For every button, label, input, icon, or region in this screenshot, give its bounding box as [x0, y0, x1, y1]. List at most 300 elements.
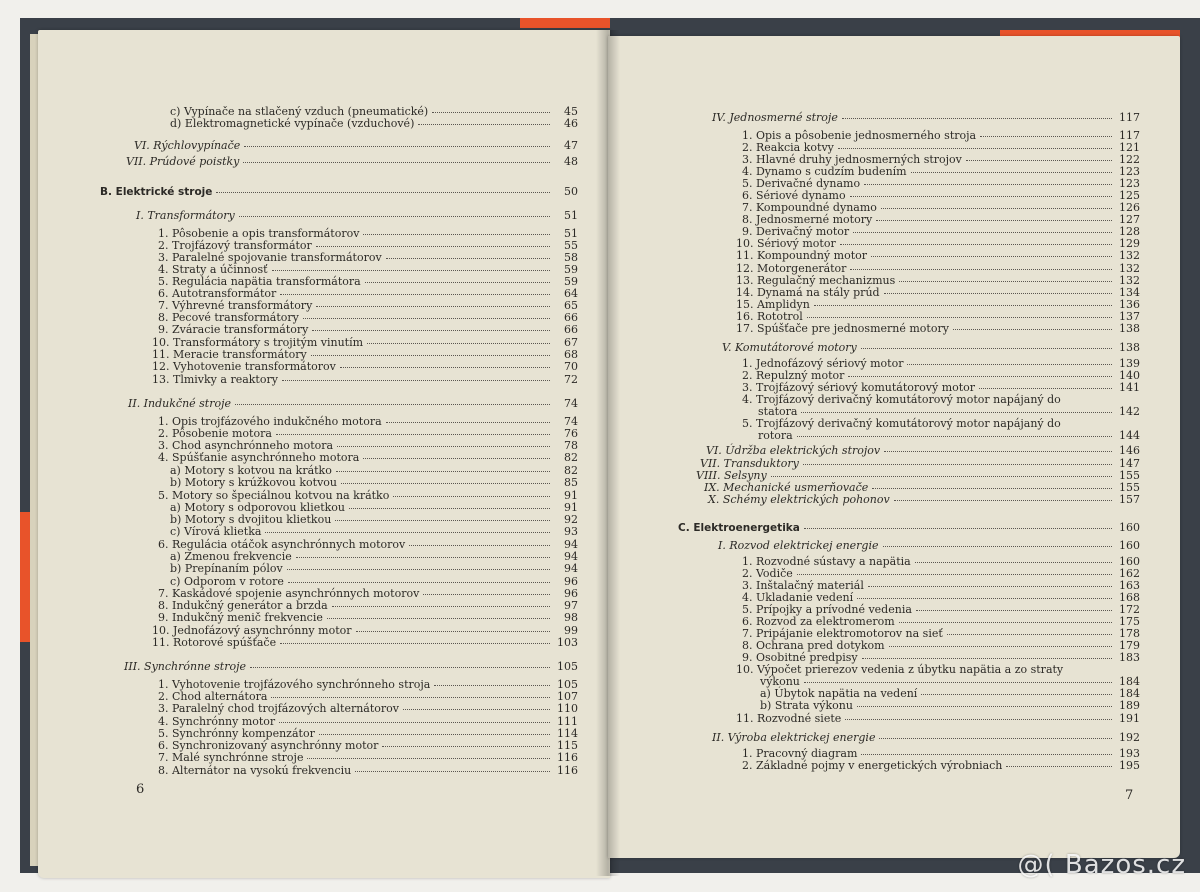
- toc-entry-title: 7. Kompoundné dynamo: [742, 201, 877, 214]
- toc-entry-page: 47: [564, 139, 578, 152]
- toc-entry-title: c) Odporom v rotore: [170, 575, 284, 588]
- toc-entry-page: 98: [564, 611, 578, 624]
- toc-dot-leader: [979, 388, 1112, 389]
- toc-entry-title: B. Elektrické stroje: [100, 186, 213, 198]
- toc-entry-page: 132: [1119, 262, 1140, 275]
- toc-entry-page: 96: [564, 587, 578, 600]
- toc-entry: [760, 700, 1140, 712]
- toc-dot-leader: [434, 685, 550, 686]
- toc-dot-leader: [239, 216, 550, 217]
- toc-entry-page: 74: [564, 397, 578, 410]
- toc-entry: [170, 477, 578, 489]
- toc-entry-title: a) Motory s odporovou klietkou: [170, 501, 346, 514]
- toc-entry: [706, 445, 1140, 457]
- toc-entry-page: 115: [557, 739, 578, 752]
- toc-entry: [170, 563, 578, 575]
- toc-dot-leader: [356, 631, 551, 632]
- toc-entry-page: 111: [557, 715, 578, 728]
- toc-dot-leader: [307, 758, 550, 759]
- toc-entry-title: 2. Pôsobenie motora: [158, 427, 272, 440]
- toc-entry-page: 94: [564, 538, 578, 551]
- toc-entry: [152, 374, 578, 386]
- toc-entry-title: 3. Chod asynchrónneho motora: [158, 439, 334, 452]
- toc-dot-leader: [1006, 766, 1112, 767]
- toc-dot-leader: [872, 488, 1112, 489]
- toc-dot-leader: [363, 458, 550, 459]
- toc-entry-page: 160: [1119, 555, 1140, 568]
- toc-entry: [128, 398, 578, 410]
- toc-entry-page: 70: [564, 360, 578, 373]
- toc-entry-page: 67: [564, 336, 578, 349]
- toc-entry-title: IV. Jednosmerné stroje: [712, 111, 838, 124]
- toc-entry-page: 138: [1119, 341, 1140, 354]
- toc-entry: [158, 324, 578, 336]
- toc-dot-leader: [921, 694, 1112, 695]
- toc-entry-title: X. Schémy elektrických pohonov: [708, 493, 890, 506]
- toc-dot-leader: [807, 317, 1112, 318]
- toc-entry-page: 105: [557, 678, 578, 691]
- toc-dot-leader: [276, 434, 550, 435]
- toc-dot-leader: [916, 610, 1112, 611]
- toc-entry-title: 4. Spúšťanie asynchrónneho motora: [158, 451, 360, 464]
- toc-entry-title: 1. Pôsobenie a opis transformátorov: [158, 227, 360, 240]
- toc-entry: [126, 156, 578, 168]
- toc-entry-title: a) Motory s kotvou na krátko: [170, 464, 332, 477]
- toc-dot-leader: [884, 293, 1112, 294]
- toc-entry: [722, 342, 1140, 354]
- toc-entry: [158, 752, 578, 764]
- toc-dot-leader: [850, 196, 1112, 197]
- toc-entry-title: 10. Sériový motor: [736, 237, 836, 250]
- toc-entry-page: 193: [1119, 747, 1140, 760]
- toc-entry-page: 175: [1119, 615, 1140, 628]
- toc-entry-title: 4. Dynamo s cudzím budením: [742, 165, 907, 178]
- toc-dot-leader: [804, 528, 1112, 529]
- toc-entry-title: d) Elektromagnetické vypínače (vzduchové): [170, 117, 415, 130]
- toc-entry: [718, 540, 1140, 552]
- toc-entry-page: 110: [557, 702, 578, 715]
- toc-entry-page: 116: [557, 751, 578, 764]
- toc-entry-page: 94: [564, 562, 578, 575]
- toc-entry-title: 8. Ochrana pred dotykom: [742, 639, 885, 652]
- toc-entry-title: 12. Vyhotovenie transformátorov: [152, 360, 336, 373]
- toc-entry: [736, 713, 1140, 725]
- toc-entry-title: 17. Spúšťače pre jednosmerné motory: [736, 322, 949, 335]
- toc-entry-title: 13. Regulačný mechanizmus: [736, 274, 896, 287]
- toc-entry-title: VII. Transduktory: [700, 457, 799, 470]
- toc-dot-leader: [335, 520, 550, 521]
- toc-entry-page: 93: [564, 525, 578, 538]
- toc-entry-page: 140: [1119, 369, 1140, 382]
- toc-entry-page: 64: [564, 287, 578, 300]
- toc-dot-leader: [861, 348, 1112, 349]
- toc-entry-title: VII. Prúdové poistky: [126, 155, 240, 168]
- toc-dot-leader: [279, 722, 550, 723]
- toc-entry-title: 9. Derivačný motor: [742, 225, 850, 238]
- toc-entry-page: 163: [1119, 579, 1140, 592]
- toc-entry-page: 74: [564, 415, 578, 428]
- toc-dot-leader: [349, 508, 550, 509]
- toc-entry-title: 6. Regulácia otáčok asynchrónnych motorov: [158, 538, 406, 551]
- toc-entry: [136, 210, 578, 222]
- toc-entry-page: 192: [1119, 731, 1140, 744]
- toc-entry-title: 12. Motorgenerátor: [736, 262, 847, 275]
- toc-dot-leader: [216, 192, 550, 193]
- toc-dot-leader: [871, 256, 1112, 257]
- toc-entry-title: VI. Rýchlovypínače: [134, 139, 241, 152]
- toc-dot-leader: [883, 546, 1113, 547]
- toc-dot-leader: [966, 160, 1112, 161]
- toc-entry-page: 55: [564, 239, 578, 252]
- toc-entry-title: 1. Rozvodné sústavy a napätia: [742, 555, 911, 568]
- toc-dot-leader: [953, 329, 1112, 330]
- toc-entry-page: 91: [564, 489, 578, 502]
- toc-entry-title: c) Vypínače na stlačený vzduch (pneumatické): [170, 105, 429, 118]
- toc-entry: [742, 418, 1140, 430]
- toc-dot-leader: [899, 281, 1112, 282]
- toc-entry-page: 59: [564, 263, 578, 276]
- toc-entry-page: 99: [564, 624, 578, 637]
- toc-dot-leader: [803, 464, 1112, 465]
- toc-entry-title: 1. Jednofázový sériový motor: [742, 357, 904, 370]
- toc-entry-title: 2. Základné pojmy v energetických výrobniach: [742, 759, 1003, 772]
- toc-dot-leader: [423, 594, 550, 595]
- toc-entry-page: 128: [1119, 225, 1140, 238]
- toc-entry-page: 160: [1119, 539, 1140, 552]
- toc-entry-title: 2. Chod alternátora: [158, 690, 268, 703]
- toc-entry-page: 96: [564, 575, 578, 588]
- toc-dot-leader: [899, 622, 1112, 623]
- toc-entry-page: 147: [1119, 457, 1140, 470]
- toc-entry-page: 129: [1119, 237, 1140, 250]
- toc-entry-title: 4. Trojfázový derivačný komutátorový motor napájaný do: [742, 393, 1061, 406]
- toc-entry-title: 10. Transformátory s trojitým vinutím: [152, 336, 364, 349]
- toc-dot-leader: [409, 545, 550, 546]
- toc-entry-page: 85: [564, 476, 578, 489]
- toc-entry: [758, 430, 1140, 442]
- toc-entry-title: 3. Hlavné druhy jednosmerných strojov: [742, 153, 962, 166]
- toc-entry-title: 7. Malé synchrónne stroje: [158, 751, 304, 764]
- toc-dot-leader: [332, 606, 550, 607]
- toc-entry-title: I. Transformátory: [136, 209, 235, 222]
- toc-dot-leader: [881, 208, 1112, 209]
- toc-dot-leader: [282, 380, 550, 381]
- toc-entry-title: 7. Výhrevné transformátory: [158, 299, 313, 312]
- toc-entry-page: 127: [1119, 213, 1140, 226]
- toc-entry-page: 103: [557, 636, 578, 649]
- toc-dot-leader: [771, 476, 1112, 477]
- toc-entry-title: 2. Trojfázový transformátor: [158, 239, 312, 252]
- toc-entry-page: 123: [1119, 177, 1140, 190]
- toc-entry-page: 137: [1119, 310, 1140, 323]
- toc-entry-title: 2. Reakcia kotvy: [742, 141, 834, 154]
- toc-entry-page: 68: [564, 348, 578, 361]
- toc-entry-page: 132: [1119, 249, 1140, 262]
- toc-entry-title: 3. Paralelný chod trojfázových alternátorov: [158, 702, 399, 715]
- toc-entry-title: 1. Opis a pôsobenie jednosmerného stroja: [742, 129, 977, 142]
- toc-entry-title: 3. Paralelné spojovanie transformátorov: [158, 251, 382, 264]
- toc-dot-leader: [848, 376, 1112, 377]
- toc-entry-title: 9. Zváracie transformátory: [158, 323, 309, 336]
- toc-dot-leader: [250, 667, 550, 668]
- toc-dot-leader: [341, 483, 550, 484]
- toc-dot-leader: [287, 569, 550, 570]
- toc-entry: [152, 637, 578, 649]
- toc-dot-leader: [296, 557, 550, 558]
- toc-entry-title: 11. Meracie transformátory: [152, 348, 307, 361]
- toc-entry-title: 5. Derivačné dynamo: [742, 177, 861, 190]
- toc-entry-page: 105: [557, 660, 578, 673]
- toc-dot-leader: [980, 136, 1112, 137]
- toc-entry-page: 155: [1119, 469, 1140, 482]
- toc-entry: [152, 361, 578, 373]
- toc-dot-leader: [386, 258, 550, 259]
- toc-entry-title: 11. Kompoundný motor: [736, 249, 867, 262]
- toc-entry-title: 8. Indukčný generátor a brzda: [158, 599, 328, 612]
- toc-entry-page: 146: [1119, 444, 1140, 457]
- toc-entry-page: 141: [1119, 381, 1140, 394]
- toc-entry-title: III. Synchrónne stroje: [124, 660, 247, 673]
- toc-dot-leader: [337, 446, 550, 447]
- toc-entry-page: 121: [1119, 141, 1140, 154]
- toc-dot-leader: [868, 586, 1112, 587]
- toc-entry-title: 11. Rotorové spúšťače: [152, 636, 277, 649]
- toc-entry-page: 76: [564, 427, 578, 440]
- toc-entry: [736, 250, 1140, 262]
- toc-dot-leader: [244, 146, 550, 147]
- toc-entry-title: II. Indukčné stroje: [128, 397, 232, 410]
- toc-dot-leader: [365, 282, 550, 283]
- toc-dot-leader: [889, 646, 1112, 647]
- toc-entry-title: výkonu: [760, 675, 800, 688]
- toc-dot-leader: [382, 746, 550, 747]
- toc-entry-page: 51: [564, 209, 578, 222]
- toc-entry-title: 8. Alternátor na vysokú frekvenciu: [158, 764, 352, 777]
- toc-entry: [158, 703, 578, 715]
- toc-entry: [742, 760, 1140, 772]
- toc-dot-leader: [235, 404, 550, 405]
- toc-entry-title: 10. Jednofázový asynchrónny motor: [152, 624, 352, 637]
- toc-dot-leader: [850, 269, 1112, 270]
- toc-entry: [170, 118, 578, 130]
- toc-dot-leader: [319, 734, 550, 735]
- toc-dot-leader: [355, 771, 550, 772]
- toc-entry-page: 107: [557, 690, 578, 703]
- toc-dot-leader: [336, 471, 550, 472]
- toc-entry-title: 7. Pripájanie elektromotorov na sieť: [742, 627, 943, 640]
- toc-entry-title: 16. Rototrol: [736, 310, 803, 323]
- toc-entry: [100, 186, 578, 198]
- toc-dot-leader: [853, 232, 1112, 233]
- toc-entry-page: 91: [564, 501, 578, 514]
- toc-entry-title: 2. Vodiče: [742, 567, 793, 580]
- watermark: @( Bazos.cz: [1017, 850, 1186, 880]
- toc-entry-page: 122: [1119, 153, 1140, 166]
- toc-entry-page: 139: [1119, 357, 1140, 370]
- toc-entry-page: 46: [564, 117, 578, 130]
- toc-entry-title: 6. Rozvod za elektromerom: [742, 615, 895, 628]
- toc-entry-page: 125: [1119, 189, 1140, 202]
- toc-dot-leader: [340, 367, 550, 368]
- toc-entry-title: 9. Osobitné predpisy: [742, 651, 858, 664]
- toc-entry-page: 48: [564, 155, 578, 168]
- toc-dot-leader: [814, 305, 1112, 306]
- toc-dot-leader: [265, 532, 550, 533]
- toc-dot-leader: [316, 306, 550, 307]
- toc-entry-page: 66: [564, 323, 578, 336]
- toc-entry-page: 157: [1119, 493, 1140, 506]
- toc-entry: [158, 765, 578, 777]
- toc-entry-page: 66: [564, 311, 578, 324]
- toc-entry: [742, 394, 1140, 406]
- toc-entry-page: 59: [564, 275, 578, 288]
- toc-entry-page: 78: [564, 439, 578, 452]
- toc-entry-title: 4. Straty a účinnosť: [158, 263, 268, 276]
- toc-entry-page: 92: [564, 513, 578, 526]
- toc-entry-title: 6. Autotransformátor: [158, 287, 277, 300]
- toc-entry: [712, 732, 1140, 744]
- toc-entry-page: 97: [564, 599, 578, 612]
- toc-dot-leader: [797, 574, 1112, 575]
- toc-entry-page: 117: [1119, 129, 1140, 142]
- toc-dot-leader: [884, 451, 1112, 452]
- toc-entry: [678, 522, 1140, 534]
- toc-dot-leader: [894, 500, 1112, 501]
- toc-entry-title: 5. Trojfázový derivačný komutátorový motor napájaný do: [742, 417, 1061, 430]
- toc-entry-title: 6. Synchronizovaný asynchrónny motor: [158, 739, 379, 752]
- toc-entry-title: 8. Pecové transformátory: [158, 311, 299, 324]
- toc-dot-leader: [367, 343, 550, 344]
- toc-dot-leader: [243, 162, 550, 163]
- toc-entry-title: 7. Kaskádové spojenie asynchrónnych motorov: [158, 587, 420, 600]
- toc-entry-title: 5. Synchrónny kompenzátor: [158, 727, 315, 740]
- toc-entry-title: a) Zmenou frekvencie: [170, 550, 292, 563]
- toc-dot-leader: [838, 148, 1112, 149]
- toc-dot-leader: [280, 294, 550, 295]
- toc-entry-title: 13. Tlmivky a reaktory: [152, 373, 278, 386]
- toc-entry-page: 114: [557, 727, 578, 740]
- toc-entry-title: 1. Opis trojfázového indukčného motora: [158, 415, 382, 428]
- toc-entry-page: 183: [1119, 651, 1140, 664]
- toc-dot-leader: [280, 643, 550, 644]
- toc-entry: [124, 661, 578, 673]
- toc-entry-page: 136: [1119, 298, 1140, 311]
- toc-dot-leader: [271, 697, 550, 698]
- toc-dot-leader: [363, 234, 550, 235]
- toc-entry-page: 51: [564, 227, 578, 240]
- toc-entry-page: 184: [1119, 675, 1140, 688]
- toc-entry-page: 116: [557, 764, 578, 777]
- toc-dot-leader: [879, 738, 1112, 739]
- toc-dot-leader: [864, 184, 1112, 185]
- toc-entry-page: 126: [1119, 201, 1140, 214]
- toc-entry-title: VI. Údržba elektrických strojov: [706, 444, 881, 457]
- toc-entry-page: 184: [1119, 687, 1140, 700]
- toc-dot-leader: [845, 719, 1112, 720]
- toc-entry-page: 168: [1119, 591, 1140, 604]
- toc-dot-leader: [915, 562, 1112, 563]
- toc-entry-page: 178: [1119, 627, 1140, 640]
- left-page-number: 6: [136, 782, 145, 797]
- toc-entry-page: 72: [564, 373, 578, 386]
- toc-entry: [708, 494, 1140, 506]
- toc-dot-leader: [947, 634, 1112, 635]
- toc-entry-page: 58: [564, 251, 578, 264]
- toc-entry-page: 82: [564, 451, 578, 464]
- toc-dot-leader: [862, 658, 1112, 659]
- toc-entry-title: rotora: [758, 429, 793, 442]
- toc-entry-page: 94: [564, 550, 578, 563]
- toc-entry: [742, 556, 1140, 568]
- toc-dot-leader: [857, 598, 1112, 599]
- toc-dot-leader: [312, 330, 550, 331]
- toc-entry-title: 10. Výpočet prierezov vedenia z úbytku napätia a zo straty: [736, 663, 1064, 676]
- toc-entry-title: b) Strata výkonu: [760, 699, 853, 712]
- toc-entry-title: statora: [758, 405, 798, 418]
- toc-dot-leader: [386, 422, 550, 423]
- toc-entry-page: 50: [564, 185, 578, 198]
- toc-entry-title: 6. Sériové dynamo: [742, 189, 846, 202]
- toc-dot-leader: [857, 706, 1112, 707]
- toc-dot-leader: [393, 496, 550, 497]
- toc-dot-leader: [303, 318, 550, 319]
- toc-entry-page: 138: [1119, 322, 1140, 335]
- toc-entry-page: 162: [1119, 567, 1140, 580]
- toc-entry-title: 3. Inštalačný materiál: [742, 579, 864, 592]
- toc-entry-title: 8. Jednosmerné motory: [742, 213, 873, 226]
- toc-dot-leader: [432, 112, 550, 113]
- toc-dot-leader: [804, 682, 1112, 683]
- toc-entry-title: 11. Rozvodné siete: [736, 712, 842, 725]
- toc-dot-leader: [288, 582, 550, 583]
- toc-entry-title: I. Rozvod elektrickej energie: [718, 539, 879, 552]
- toc-entry-title: 2. Repulzný motor: [742, 369, 845, 382]
- toc-entry-page: 155: [1119, 481, 1140, 494]
- toc-entry-page: 179: [1119, 639, 1140, 652]
- toc-entry-title: 9. Indukčný menič frekvencie: [158, 611, 323, 624]
- toc-entry-page: 134: [1119, 286, 1140, 299]
- toc-entry-title: C. Elektroenergetika: [678, 522, 800, 534]
- toc-dot-leader: [316, 246, 550, 247]
- book-gutter: [596, 30, 620, 876]
- toc-entry-title: 4. Synchrónny motor: [158, 715, 276, 728]
- toc-entry-title: VIII. Selsyny: [696, 469, 767, 482]
- toc-entry: [158, 452, 578, 464]
- toc-entry-title: 14. Dynamá na stály prúd: [736, 286, 880, 299]
- toc-dot-leader: [842, 118, 1112, 119]
- toc-entry-page: 189: [1119, 699, 1140, 712]
- toc-entry: [158, 612, 578, 624]
- toc-entry-page: 160: [1119, 521, 1140, 534]
- toc-entry-title: V. Komutátorové motory: [722, 341, 857, 354]
- toc-entry-page: 82: [564, 464, 578, 477]
- toc-dot-leader: [327, 618, 550, 619]
- right-page-number: 7: [1125, 788, 1134, 803]
- toc-entry-title: 3. Trojfázový sériový komutátorový motor: [742, 381, 976, 394]
- toc-dot-leader: [861, 754, 1112, 755]
- toc-entry-title: 1. Vyhotovenie trojfázového synchrónneho stroja: [158, 678, 431, 691]
- toc-entry-title: b) Motory s dvojitou klietkou: [170, 513, 332, 526]
- toc-entry-title: c) Vírová klietka: [170, 525, 262, 538]
- toc-entry-title: 5. Regulácia napätia transformátora: [158, 275, 361, 288]
- toc-entry-page: 123: [1119, 165, 1140, 178]
- toc-entry-title: b) Prepínaním pólov: [170, 562, 283, 575]
- toc-entry: [712, 112, 1140, 124]
- toc-entry-title: a) Úbytok napätia na vedení: [760, 687, 918, 700]
- toc-entry-title: II. Výroba elektrickej energie: [712, 731, 876, 744]
- toc-dot-leader: [907, 364, 1112, 365]
- toc-dot-leader: [876, 220, 1112, 221]
